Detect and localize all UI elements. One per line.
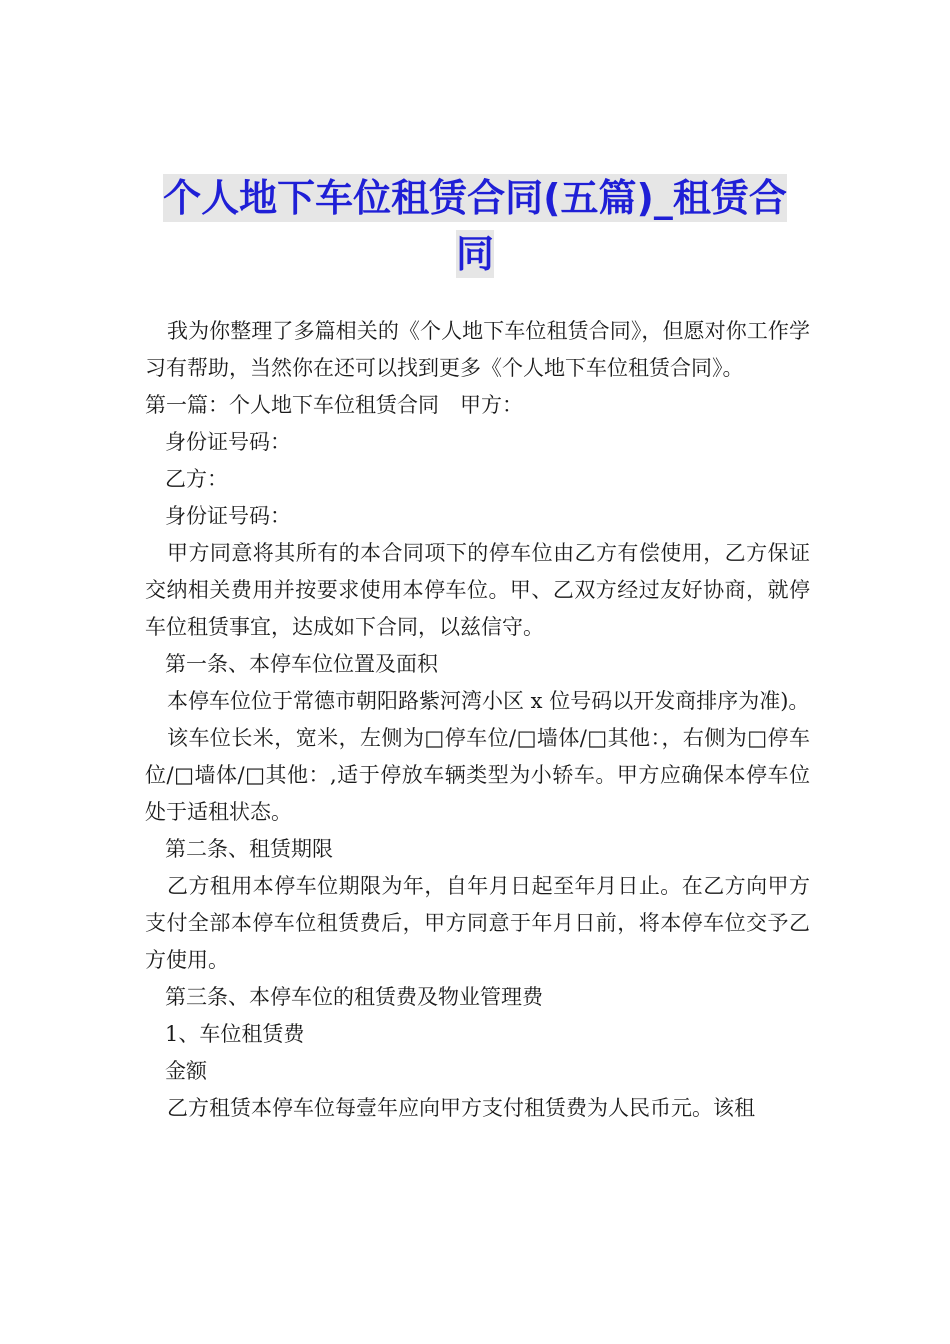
article-1-size: 该车位长米，宽米，左侧为□停车位/□墙体/□其他：，右侧为□停车位/□墙体/□其他：,适于停放车辆类型为小轿车。甲方应确保本停车位处于适租状态。	[145, 726, 810, 824]
article-2-heading: 第二条、租赁期限	[165, 837, 333, 861]
article-1-location: 本停车位位于常德市朝阳路紫河湾小区 x 位号码以开发商排序为准)。	[167, 689, 810, 713]
party-a-id-label: 身份证号码：	[165, 430, 291, 454]
document-body	[145, 313, 810, 1127]
article-3-item-1: 1、车位租赁费	[165, 1022, 305, 1046]
title-line-1: 个人地下车位租赁合同(五篇)_租赁合	[163, 176, 787, 220]
article-3-rent-paragraph: 乙方租赁本停车位每壹年应向甲方支付租赁费为人民币元。该租	[167, 1096, 755, 1120]
article-3-amount-label: 金额	[165, 1059, 207, 1083]
article-2-term: 乙方租用本停车位期限为年，自年月日起至年月日止。在乙方向甲方支付全部本停车位租赁费后，甲方同意于年月日前，将本停车位交予乙方使用。	[145, 874, 810, 972]
agreement-paragraph: 甲方同意将其所有的本合同项下的停车位由乙方有偿使用，乙方保证交纳相关费用并按要求使用本停车位。甲、乙双方经过友好协商，就停车位租赁事宜，达成如下合同，以兹信守。	[145, 541, 810, 639]
intro-paragraph: 我为你整理了多篇相关的《个人地下车位租赁合同》，但愿对你工作学习有帮助，当然你在还可以找到更多《个人地下车位租赁合同》。	[145, 319, 810, 380]
party-b-label: 乙方：	[165, 467, 228, 491]
article-3-heading: 第三条、本停车位的租赁费及物业管理费	[165, 985, 543, 1009]
title-line-2: 同	[455, 232, 494, 276]
article-1-heading: 第一条、本停车位位置及面积	[165, 652, 438, 676]
section-heading-first: 第一篇：个人地下车位租赁合同 甲方：	[145, 393, 523, 417]
document-title	[140, 170, 810, 282]
party-b-id-label: 身份证号码：	[165, 504, 291, 528]
